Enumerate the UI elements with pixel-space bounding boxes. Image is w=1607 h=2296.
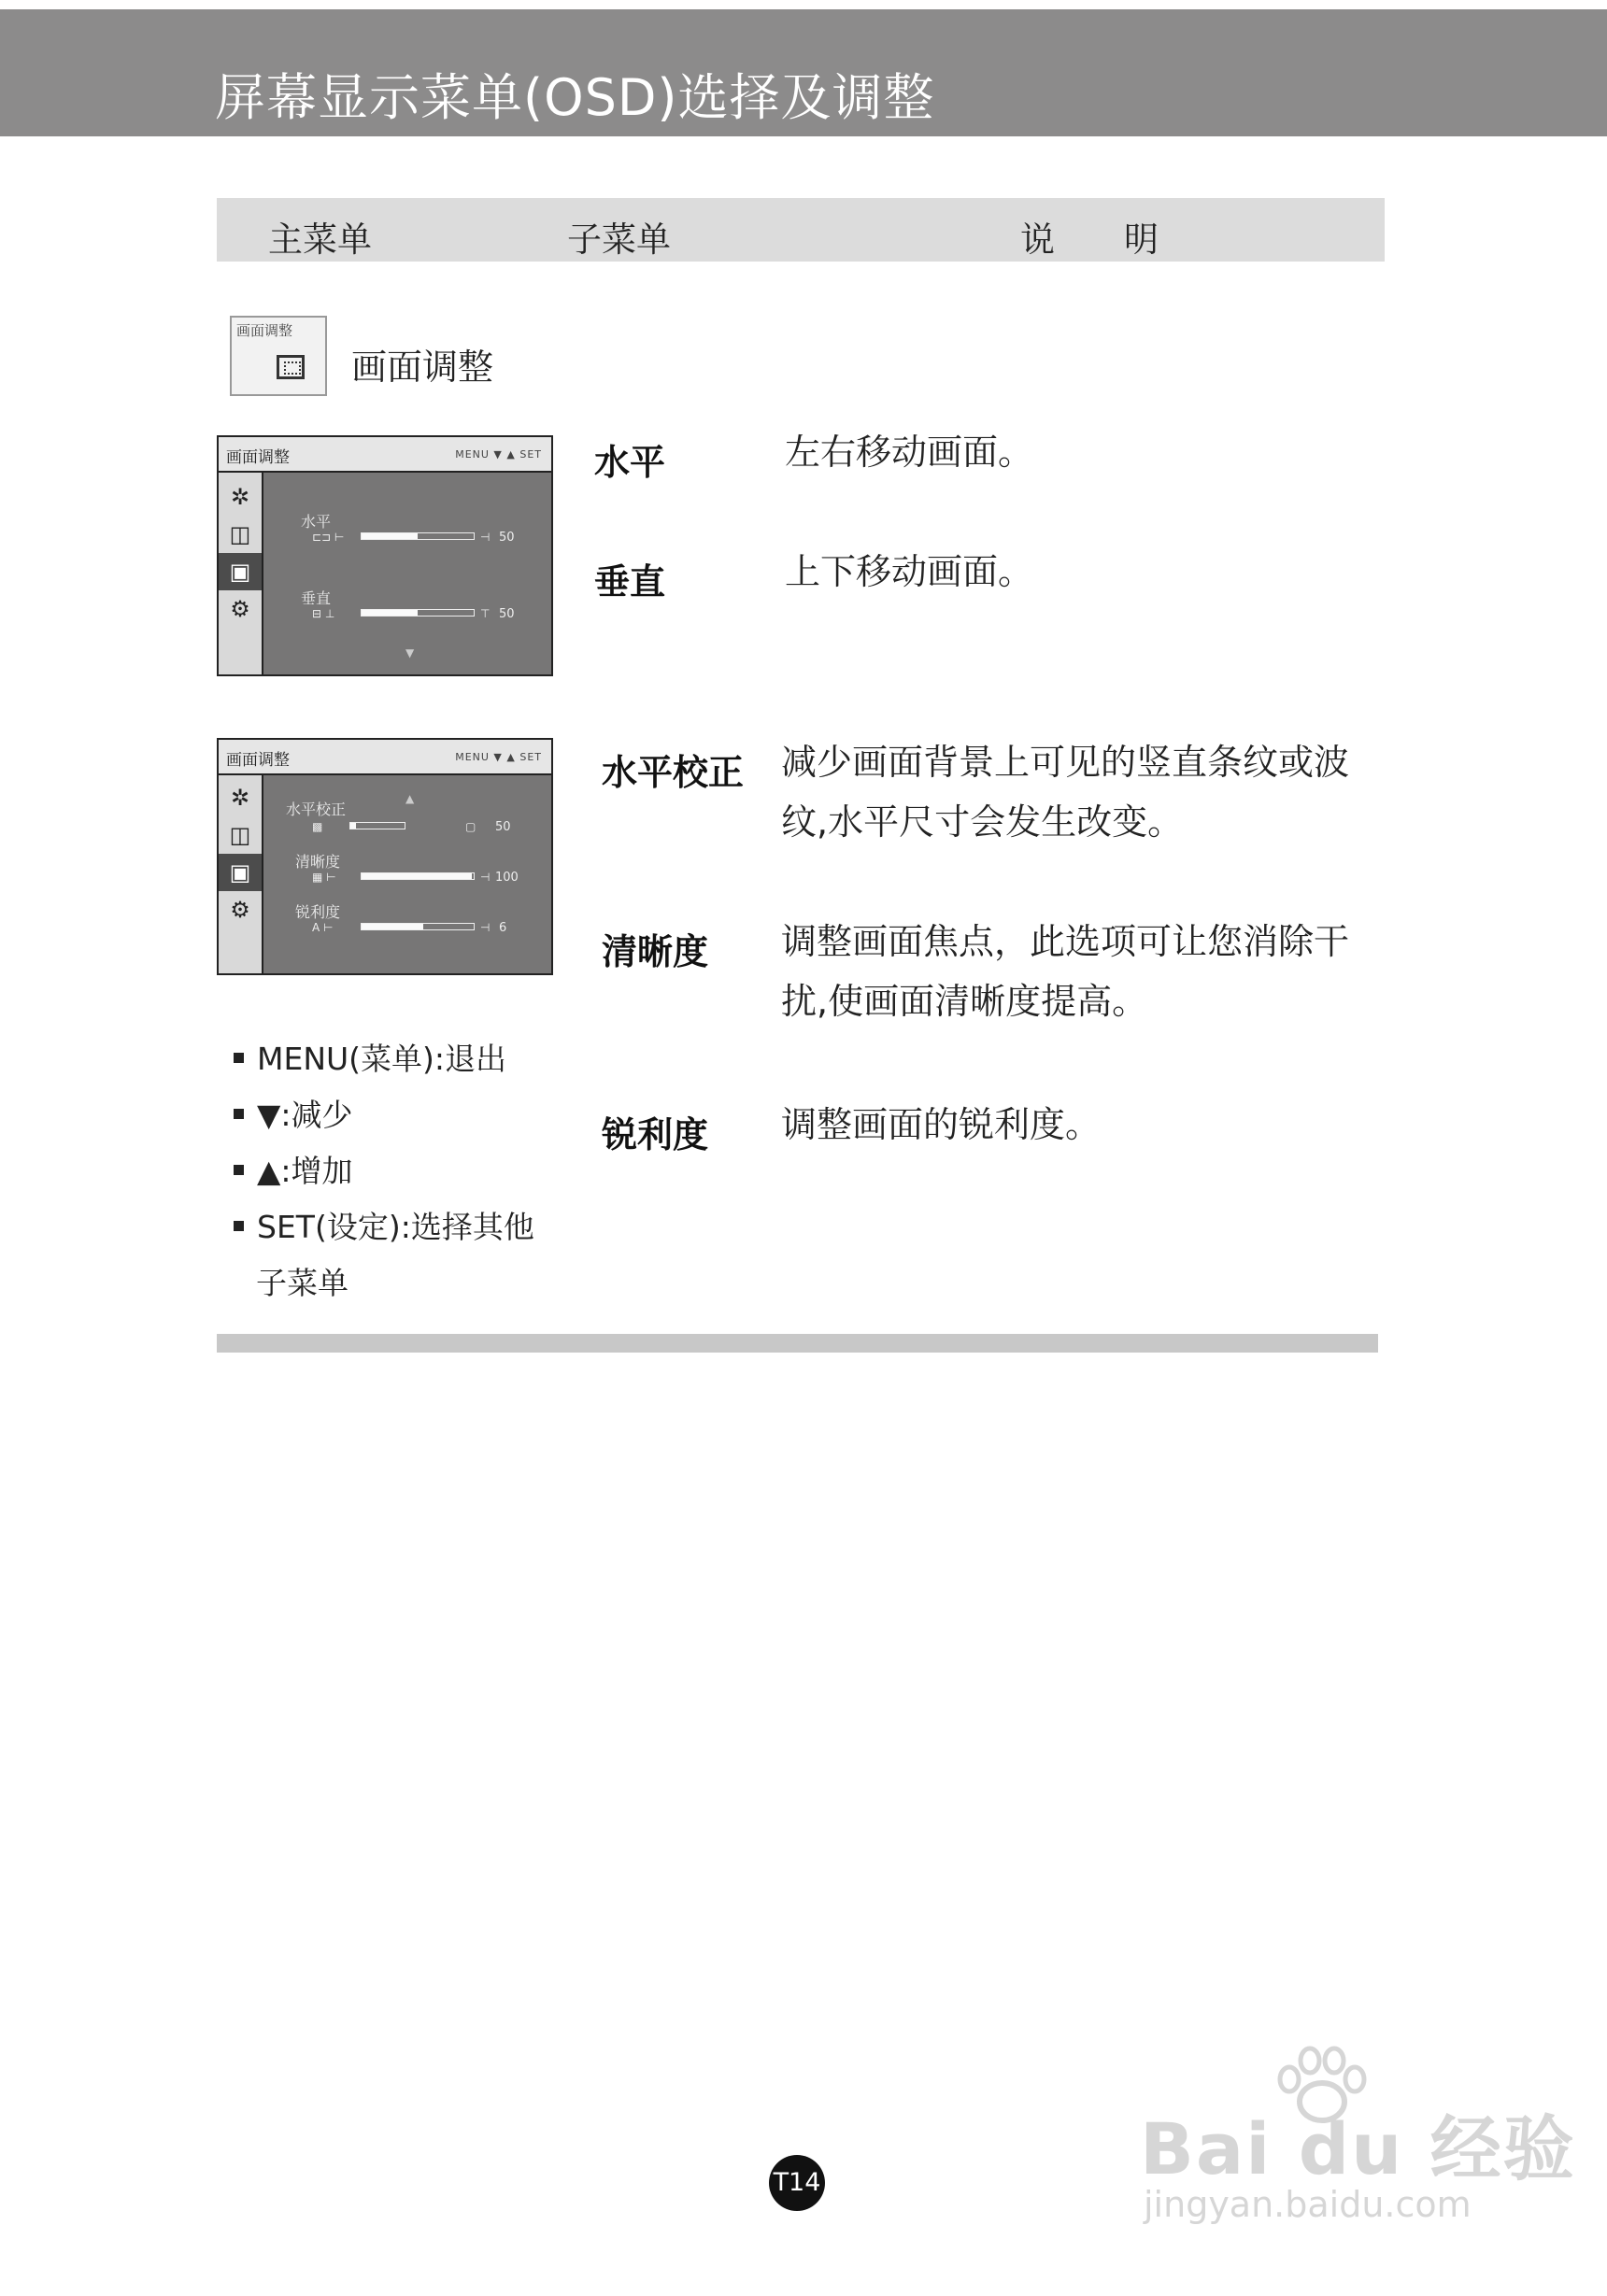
legend-item [234, 1203, 534, 1247]
term-vertical: 垂直 [594, 561, 666, 602]
osd-window-moire [217, 738, 553, 975]
clarity-icon: ▦ ⊢ [312, 871, 336, 884]
osd-controls-hint: MENU ▼ ▲ SET [455, 751, 542, 763]
watermark-url: jingyan.baidu.com [1144, 2184, 1472, 2225]
osd-slider-end-icon: ⊣ [480, 921, 491, 934]
osd-slider [361, 609, 475, 617]
brightness-icon: ✲ [230, 484, 250, 510]
osd-slider [361, 532, 475, 540]
desc-sharpness: 调整画面的锐利度。 [781, 1104, 1102, 1145]
bottom-rule [217, 1334, 1378, 1353]
picture-adjust-icon: ▣ [219, 553, 262, 590]
page-number: T14 [769, 2155, 825, 2211]
bullet-icon [234, 1053, 244, 1063]
osd-slider [361, 923, 475, 930]
desc-horizontal: 左右移动画面。 [785, 432, 1034, 473]
desc-clarity: 调整画面焦点，此选项可让您消除干扰,使画面清晰度提高。 [781, 921, 1350, 1022]
bullet-icon [234, 1221, 244, 1231]
section-title: 画面调整 [351, 347, 494, 388]
osd-title-bar [219, 437, 551, 473]
osd-slider-fill [362, 533, 418, 539]
picture-position-icon [277, 355, 305, 379]
osd-slider-end-icon: ⊣ [480, 871, 491, 884]
osd-slider-end-icon: ⊣ [480, 531, 491, 544]
osd-slider-end-icon: ⊤ [480, 607, 491, 620]
osd-window-position [217, 435, 553, 676]
osd-item-label: 水平 [301, 513, 332, 531]
legend-item-continued: 子菜单 [256, 1265, 348, 1301]
term-horizontal: 水平 [594, 442, 666, 483]
legend-text: MENU(菜单):退出 [257, 1041, 507, 1077]
page-title: 屏幕显示菜单(OSD)选择及调整 [215, 68, 935, 127]
osd-slider [361, 872, 475, 880]
color-icon: ◫ [229, 521, 251, 547]
column-sub-menu: 子菜单 [567, 220, 671, 260]
table-header [217, 198, 1385, 262]
osd-slider-fill [362, 610, 418, 616]
osd-sidebar [219, 775, 263, 973]
sharpness-icon: A ⊢ [312, 921, 334, 934]
osd-slider-end-icon: ▢ [465, 820, 476, 833]
menu-icon-label: 画面调整 [236, 322, 293, 339]
osd-item-value: 50 [495, 820, 511, 834]
picture-adjust-icon: ▣ [219, 854, 262, 891]
osd-slider-fill [350, 823, 356, 829]
legend-text: ▼:减少 [257, 1097, 353, 1133]
brightness-icon: ✲ [230, 785, 250, 811]
osd-title-bar [219, 740, 551, 775]
legend-item [234, 1035, 506, 1079]
term-clarity: 清晰度 [602, 931, 709, 972]
color-icon: ◫ [229, 822, 251, 848]
column-main-menu: 主菜单 [268, 220, 372, 260]
osd-item-label: 水平校正 [286, 801, 347, 818]
legend-text: ▲:增加 [257, 1153, 353, 1189]
osd-item-value: 50 [499, 607, 515, 621]
baidu-watermark [1121, 2046, 1576, 2232]
osd-sidebar [219, 473, 263, 674]
picture-adjust-menu-icon [230, 316, 327, 396]
desc-moire: 减少画面背景上可见的竖直条纹或波纹,水平尺寸会发生改变。 [781, 742, 1350, 843]
horizontal-position-icon: ⊏⊐ ⊢ [312, 531, 345, 544]
term-moire: 水平校正 [602, 752, 745, 793]
scroll-down-arrow-icon: ▼ [405, 646, 415, 659]
osd-controls-hint: MENU ▼ ▲ SET [455, 448, 542, 461]
moire-icon: ▩ [312, 820, 323, 833]
bullet-icon [234, 1109, 244, 1119]
osd-slider-fill [362, 873, 472, 879]
osd-slider [349, 822, 405, 829]
vertical-position-icon: ⊟ ⊥ [312, 607, 335, 620]
column-description: 说 明 [1020, 220, 1159, 260]
osd-item-label: 垂直 [301, 589, 332, 607]
bullet-icon [234, 1165, 244, 1175]
osd-item-value: 100 [495, 871, 519, 885]
osd-slider-fill [362, 924, 423, 929]
osd-title: 画面调整 [226, 448, 290, 467]
legend-item [234, 1091, 353, 1135]
setup-gear-icon: ⚙ [230, 596, 250, 622]
legend-text: SET(设定):选择其他 [257, 1209, 534, 1245]
legend-item [234, 1147, 353, 1191]
osd-item-label: 锐利度 [295, 903, 341, 921]
setup-gear-icon: ⚙ [230, 897, 250, 923]
watermark-logo: Bai du 经验 [1140, 2107, 1576, 2190]
desc-vertical: 上下移动画面。 [785, 551, 1034, 592]
term-sharpness: 锐利度 [602, 1114, 709, 1155]
osd-item-label: 清晰度 [295, 853, 341, 871]
osd-title: 画面调整 [226, 751, 290, 770]
osd-item-value: 6 [499, 921, 507, 935]
scroll-up-arrow-icon: ▲ [405, 792, 415, 805]
osd-item-value: 50 [499, 531, 515, 545]
